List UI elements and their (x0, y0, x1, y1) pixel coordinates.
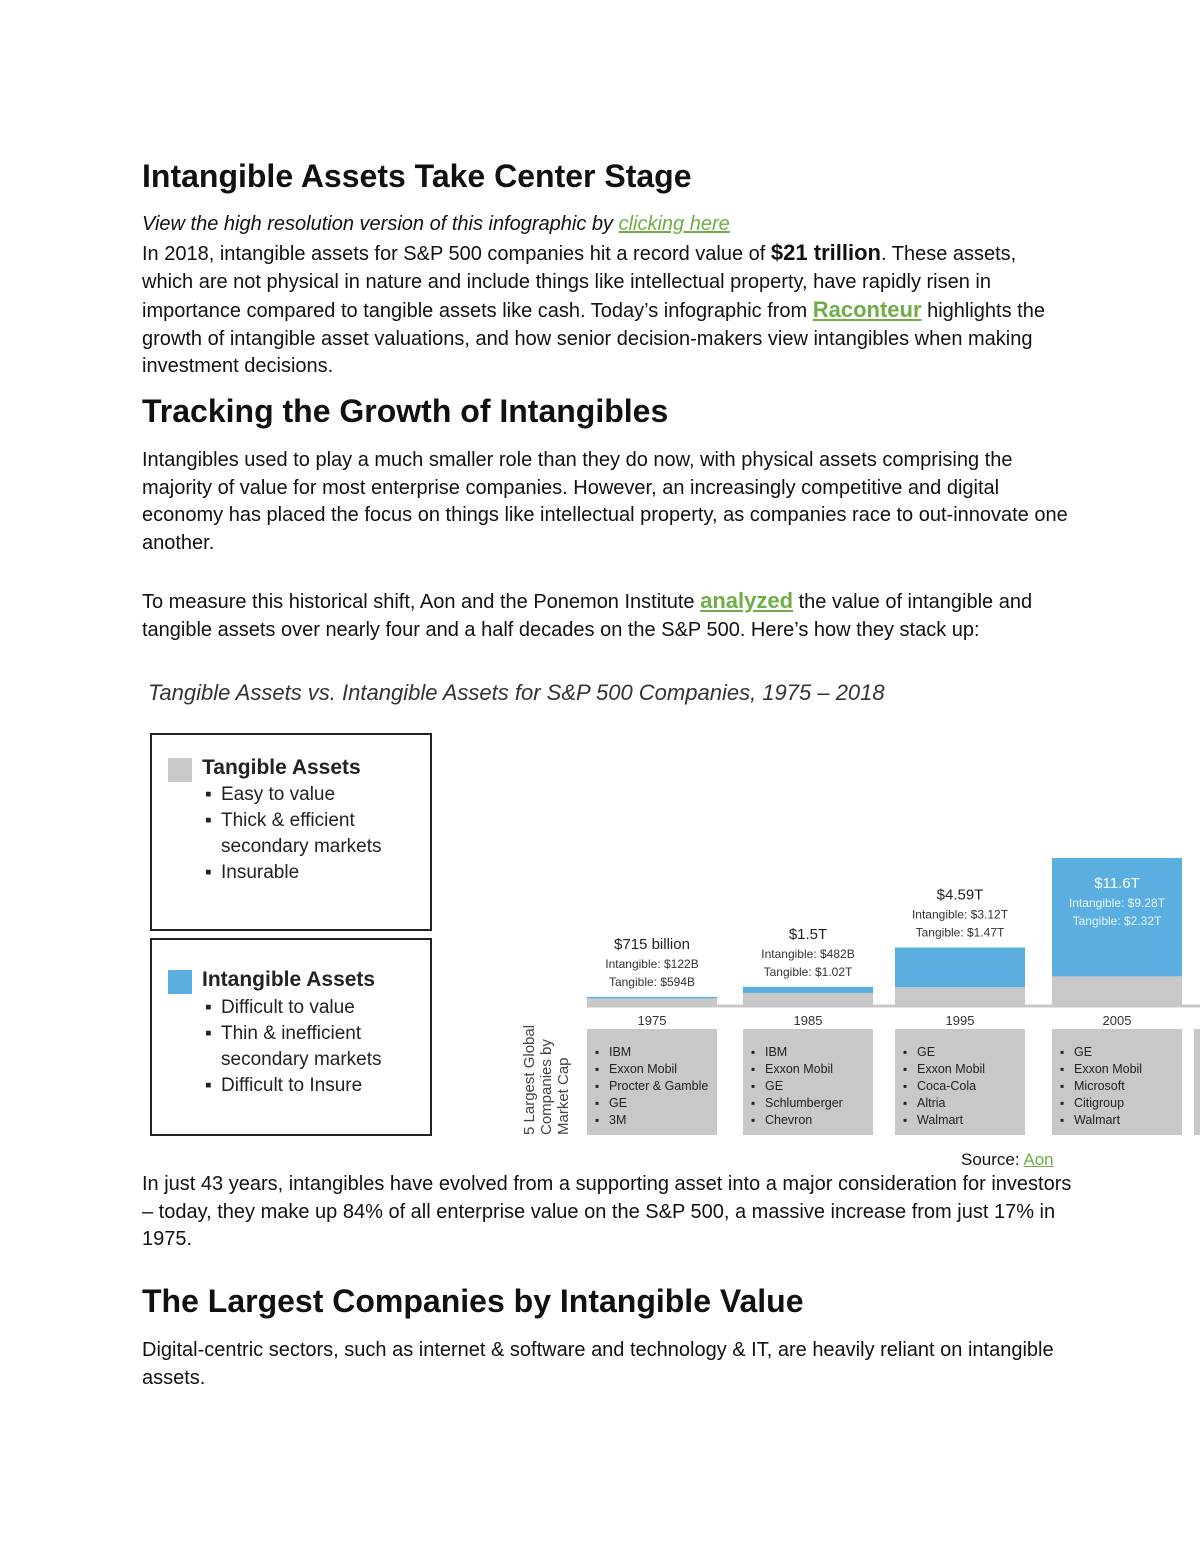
section-title-growth: Tracking the Growth of Intangibles (142, 393, 669, 429)
bar-tangible-1985 (743, 993, 873, 1006)
company-name: Exxon Mobil (1074, 1062, 1143, 1076)
company-bullet: ▪ (751, 1062, 756, 1076)
growth-paragraph-2 (142, 587, 1072, 644)
company-bullet: ▪ (903, 1079, 908, 1093)
legend-bullet-text: Insurable (221, 862, 300, 883)
company-bullet: ▪ (751, 1045, 756, 1059)
company-name: Coca-Cola (917, 1079, 977, 1093)
source-link[interactable]: Aon (1023, 1150, 1054, 1169)
company-name: IBM (765, 1045, 788, 1059)
legend-bullet-mark: ▪ (205, 1075, 212, 1096)
company-bullet: ▪ (903, 1113, 908, 1127)
company-bullet: ▪ (751, 1096, 756, 1110)
company-bullet: ▪ (903, 1045, 908, 1059)
company-name: Schlumberger (765, 1096, 843, 1110)
legend-bullet-mark: ▪ (205, 997, 212, 1018)
intro-p1-end: . (880, 243, 887, 265)
company-name: Exxon Mobil (609, 1062, 678, 1076)
analyzed-link[interactable]: analyzed (700, 588, 794, 613)
companies-box-next-partial (1194, 1029, 1200, 1135)
company-name: Walmart (1074, 1113, 1121, 1127)
legend-bullet-text: Thick & efficient (221, 810, 355, 831)
company-bullet: ▪ (903, 1096, 908, 1110)
source-line (961, 1150, 1054, 1170)
legend-bullet-mark: ▪ (205, 784, 212, 805)
bar-tangible-label: Tangible: $1.47T (915, 925, 1005, 940)
record-value: $21 trillion (770, 240, 881, 265)
year-label-1995: 1995 (945, 1013, 975, 1028)
company-bullet: ▪ (595, 1062, 600, 1076)
company-bullet: ▪ (903, 1062, 908, 1076)
chart-bars (587, 858, 1200, 1135)
year-label-2005: 2005 (1102, 1013, 1132, 1028)
company-name: IBM (609, 1045, 632, 1059)
companies-axis-line-3: Market Cap (555, 1057, 572, 1135)
legend-bullet-mark: ▪ (205, 1023, 212, 1044)
company-name: Microsoft (1074, 1079, 1125, 1093)
bar-intangible-label: Intangible: $3.12T (911, 907, 1009, 922)
company-name: GE (917, 1045, 936, 1059)
bar-intangible-1975 (587, 997, 717, 999)
year-label-1985: 1985 (793, 1013, 823, 1028)
legend-bullet-text: Easy to value (221, 784, 336, 805)
company-bullet: ▪ (1060, 1113, 1065, 1127)
bar-intangible-label: Intangible: $482B (761, 946, 855, 961)
year-label-1975: 1975 (637, 1013, 667, 1028)
companies-axis-line-1: 5 Largest Global (521, 1024, 538, 1135)
after-chart-paragraph: In just 43 years, intangibles have evolved from a supporting asset into a major consideration for investors – today, they make up 84% of all enterprise value on the S&P 500, a massive increase from just 17% in 1975. (142, 1173, 1072, 1251)
company-bullet: ▪ (751, 1113, 756, 1127)
legend-bullet-mark: ▪ (205, 810, 212, 831)
company-bullet: ▪ (1060, 1062, 1065, 1076)
bar-total-label: $4.59T (936, 886, 984, 904)
intro-p2-text: These assets, which are not physical in nature and include things like intellectual property, have rapidly risen in importance compared to tangible assets like cash. (142, 243, 1017, 323)
raconteur-link[interactable]: Raconteur (812, 297, 922, 323)
chart-title: Tangible Assets vs. Intangible Assets for S&P 500 Companies, 1975 – 2018 (148, 680, 885, 705)
legend-bullet-mark: ▪ (205, 862, 212, 883)
companies-axis-label (521, 1025, 572, 1135)
section-title-largest: The Largest Companies by Intangible Value (142, 1283, 804, 1319)
bar-intangible-1995 (895, 947, 1025, 987)
infographic-chart (142, 672, 1200, 1147)
intro-p1-text: In 2018, intangible assets for S&P 500 companies hit a record value of (142, 243, 766, 265)
company-name: Exxon Mobil (765, 1062, 834, 1076)
company-name: GE (765, 1079, 784, 1093)
company-name: Chevron (765, 1113, 813, 1127)
intro-p3-text: Today’s infographic from (590, 300, 808, 323)
bar-tangible-1995 (895, 987, 1025, 1006)
company-bullet: ▪ (595, 1079, 600, 1093)
company-name: Exxon Mobil (917, 1062, 986, 1076)
companies-axis-line-2: Companies by (538, 1039, 555, 1135)
intro-p3-end: highlights the growth of intangible asset valuations, and how senior decision-makers view intangibles when making investment decisions. (142, 300, 1045, 378)
company-bullet: ▪ (1060, 1045, 1065, 1059)
bar-total-label: $11.6T (1094, 875, 1140, 892)
company-bullet: ▪ (1060, 1079, 1065, 1093)
company-bullet: ▪ (595, 1045, 600, 1059)
growth-p2-end: the value of intangible and tangible assets over nearly four and a half decades on the S&P 500. Here’s how they stack up: (142, 591, 1033, 641)
legend-intangible-swatch (168, 970, 192, 994)
company-bullet: ▪ (595, 1096, 600, 1110)
intro-view-line (142, 211, 1072, 239)
legend-tangible-title: Tangible Assets (202, 756, 361, 779)
legend-bullet-text: secondary markets (221, 1049, 382, 1070)
largest-paragraph: Digital-centric sectors, such as internet & software and technology & IT, are heavily reliant on intangible assets. (142, 1339, 1054, 1389)
company-name: Citigroup (1074, 1096, 1125, 1110)
company-name: Altria (917, 1096, 946, 1110)
company-name: 3M (609, 1113, 627, 1127)
bar-intangible-1985 (743, 987, 873, 993)
company-name: GE (1074, 1045, 1093, 1059)
bar-tangible-1975 (587, 998, 717, 1006)
growth-p2-text: To measure this historical shift, Aon and the Ponemon Institute (142, 591, 695, 613)
bar-tangible-2005 (1052, 976, 1182, 1006)
source-label: Source: (961, 1150, 1020, 1169)
company-bullet: ▪ (1060, 1096, 1065, 1110)
company-name: Procter & Gamble (609, 1079, 709, 1093)
bar-tangible-label: Tangible: $594B (608, 974, 696, 989)
bar-intangible-label: Intangible: $122B (605, 956, 699, 971)
legend-bullet-text: secondary markets (221, 836, 382, 857)
legend-tangible-swatch (168, 758, 192, 782)
growth-paragraph-1: Intangibles used to play a much smaller role than they do now, with physical assets comprising the majority of value for most enterprise companies. However, an increasingly competitive and digital economy has placed the focus on things like intellectual property, as companies race to out-innovate one another. (142, 449, 1068, 554)
bar-total-label: $715 billion (614, 935, 690, 953)
legend-bullet-text: Difficult to value (221, 997, 355, 1018)
bar-intangible-label: Intangible: $9.28T (1068, 896, 1166, 910)
bar-total-label: $1.5T (788, 925, 828, 943)
legend-intangible-title: Intangible Assets (202, 968, 376, 991)
company-name: GE (609, 1096, 628, 1110)
company-bullet: ▪ (595, 1113, 600, 1127)
company-name: Walmart (917, 1113, 964, 1127)
high-res-link[interactable]: clicking here (618, 213, 730, 235)
legend-bullet-text: Thin & inefficient (221, 1023, 362, 1044)
intro-paragraph (142, 239, 1072, 381)
view-text: View the high resolution version of this infographic by (142, 213, 614, 235)
bar-tangible-label: Tangible: $1.02T (763, 964, 853, 979)
bar-tangible-label: Tangible: $2.32T (1072, 914, 1162, 928)
company-bullet: ▪ (751, 1079, 756, 1093)
legend-bullet-text: Difficult to Insure (221, 1075, 363, 1096)
page-title: Intangible Assets Take Center Stage (142, 158, 692, 194)
